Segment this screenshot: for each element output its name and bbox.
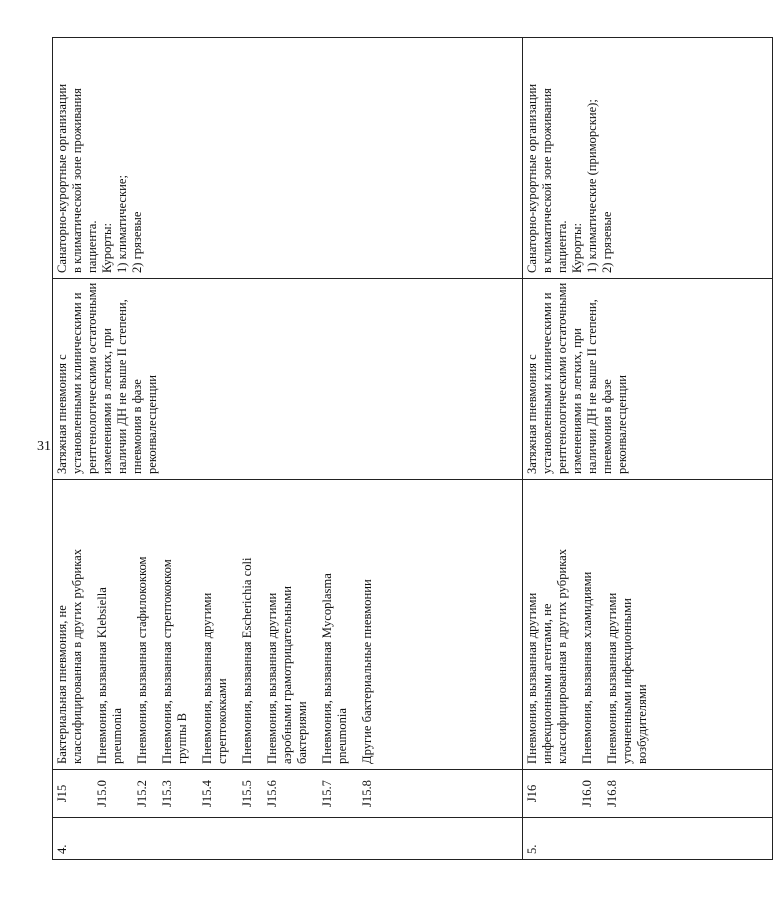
condition-line: изменениями в легких, при [100,328,114,474]
icd-code: J15.0 [95,780,109,807]
condition-line: пневмония в фазе [600,379,614,474]
condition-line: рентгенологическими остаточными [555,282,569,474]
icd-code: J15.6 [265,780,279,807]
diagnosis-block [525,485,570,764]
diagnosis-line: Пневмония, вызванная другими [525,592,539,764]
table-row [523,38,773,860]
icd-code: J15.5 [240,780,254,807]
document-page [52,38,649,860]
diagnosis-line: Пневмония, вызванная другими [265,592,279,764]
diagnosis-line: уточненными инфекционными [620,598,634,764]
diagnosis-line: возбудителями [635,684,649,764]
diagnosis-block [200,485,230,764]
diagnosis-line: Пневмония, вызванная стафилококком [135,556,149,764]
diagnosis-block [360,485,375,764]
diagnosis-line: инфекционными агентами, не [540,603,554,764]
icd-code: J16.0 [580,780,594,807]
diagnosis-line: классифицированная в других рубриках [555,548,569,764]
diagnosis-block [240,485,255,764]
resort-line: в климатической зоне проживания [540,88,554,273]
page-number-text: 31 [37,439,51,454]
diagnosis-line: Другие бактериальные пневмонии [360,579,374,764]
row-number-cell [53,818,523,860]
icd-code: J15.7 [320,780,334,807]
resort-line: Курорты: [100,223,114,273]
condition-cell [53,279,523,480]
condition-line: изменениями в легких, при [570,328,584,474]
table-body [53,38,773,860]
icd-code: J16.8 [605,780,619,807]
diagnosis-block [320,485,350,764]
diagnosis-cell [523,480,773,770]
icd-code: J15 [55,784,69,803]
diagnosis-line: Бактериальная пневмония, не [55,605,69,764]
resort-line: Санаторно-курортные организации [525,83,539,273]
diagnosis-line: бактериями [295,701,309,764]
resort-line: пациента. [85,220,99,273]
table-row [53,38,523,860]
diagnosis-block [265,485,310,764]
row-number: 5. [525,844,539,854]
resort-line: Курорты: [570,223,584,273]
condition-line: наличии ДН не выше II степени, [115,299,129,474]
icd-code-cell [53,770,523,818]
condition-line: реконвалесценции [145,375,159,474]
diagnosis-line: Пневмония, вызванная Mycoplasma [320,573,334,764]
diagnosis-line: группы B [175,712,189,764]
diagnosis-line: Пневмония, вызванная стрептококком [160,559,174,764]
condition-line: рентгенологическими остаточными [85,282,99,474]
condition-line: реконвалесценции [615,375,629,474]
diagnosis-line: аэробными грамотрицательными [280,586,294,764]
diagnosis-block [55,485,85,764]
resort-line: 2) грязевые [130,211,144,273]
diagnosis-line: pneumonia [335,708,349,764]
icd-code: J15.4 [200,780,214,807]
diagnosis-line: Пневмония, вызванная Klebsiella [95,587,109,764]
diagnosis-cell [53,480,523,770]
row-number: 4. [55,844,69,854]
diagnosis-block [580,485,595,764]
resort-line: 1) климатические; [115,175,129,273]
resort-line: пациента. [555,220,569,273]
icd-code: J15.8 [360,780,374,807]
diagnosis-line: Пневмония, вызванная другими [605,592,619,764]
condition-line: установленными клиническими и [70,292,84,474]
condition-line: пневмония в фазе [130,379,144,474]
icd-code: J15.2 [135,780,149,807]
icd-code: J15.3 [160,780,174,807]
resort-line: 2) грязевые [600,211,614,273]
condition-line: наличии ДН не выше II степени, [585,299,599,474]
icd-code-cell [523,770,773,818]
diagnosis-block [160,485,190,764]
resort-line: Санаторно-курортные организации [55,83,69,273]
diagnosis-line: стрептококками [215,678,229,764]
resort-line: в климатической зоне проживания [70,88,84,273]
diagnosis-block [605,485,650,764]
condition-cell [523,279,773,480]
condition-line: Затяжная пневмония с [55,354,69,474]
condition-line: установленными клиническими и [540,292,554,474]
icd-code: J16 [525,784,539,803]
diagnosis-line: Пневмония, вызванная Escherichia coli [240,557,254,764]
diagnosis-block [135,485,150,764]
treatment-table [52,37,773,860]
diagnosis-line: Пневмония, вызванная другими [200,592,214,764]
condition-line: Затяжная пневмония с [525,354,539,474]
row-number-cell [523,818,773,860]
diagnosis-block [95,485,125,764]
diagnosis-line: Пневмония, вызванная хламидиями [580,571,594,764]
resort-line: 1) климатические (приморские); [585,99,599,273]
resort-cell [53,38,523,279]
diagnosis-line: классифицированная в других рубриках [70,548,84,764]
resort-cell [523,38,773,279]
diagnosis-line: pneumonia [110,708,124,764]
